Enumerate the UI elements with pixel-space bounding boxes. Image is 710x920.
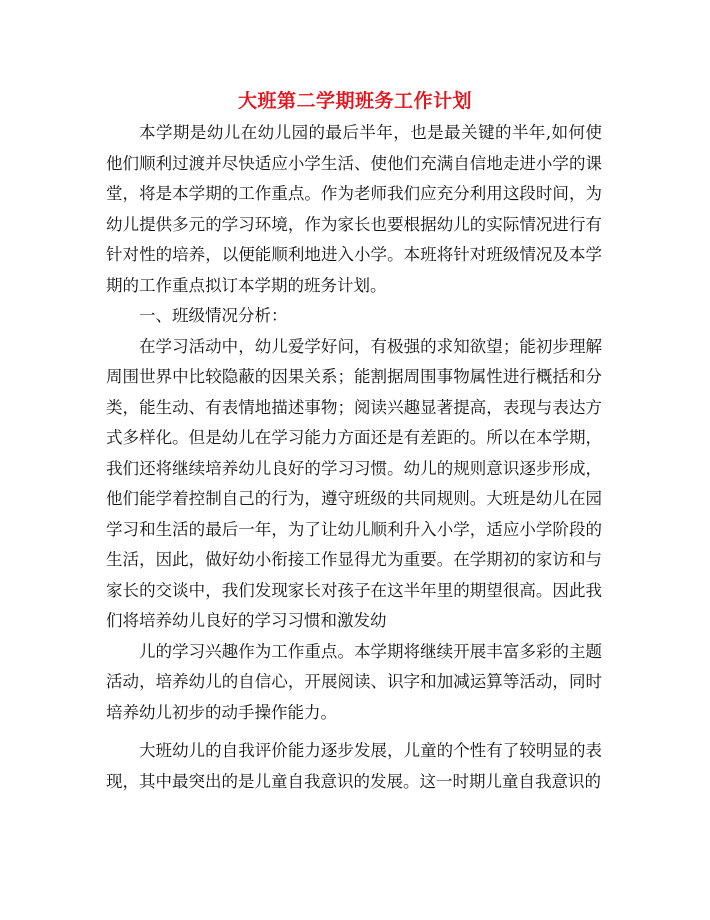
paragraph-learning-interest: 儿的学习兴趣作为工作重点。本学期将继续开展丰富多彩的主题活动，培养幼儿的自信心，开展阅读、识字和加减运算等活动，同时培养幼儿初步的动手操作能力。 [106, 641, 602, 722]
paragraph-self-evaluation: 大班幼儿的自我评价能力逐步发展，儿童的个性有了较明显的表现，其中最突出的是儿童自我意识的发展。这一时期儿童自我意识的 [106, 741, 602, 791]
document-body [106, 118, 602, 797]
paragraph-learning-activities: 在学习活动中，幼儿爱学好问，有极强的求知欲望；能初步理解周围世界中比较隐蔽的因果关系；能割据周围事物属性进行概括和分类，能生动、有表情地描述事物；阅读兴趣显著提高，表现与表达方式多样化。但是幼儿在学习能力方面还是有差距的。所以在本学期，我们还将继续培养幼儿良好的学习习惯。幼儿的规则意识逐步形成，他们能学着控制自己的行为，遵守班级的共同规则。大班是幼儿在园学习和生活的最后一年，为了让幼儿顺利升入小学，适应小学阶段的生活，因此，做好幼小衔接工作显得尤为重要。在学期初的家访和与家长的交谈中，我们发现家长对孩子在这半年里的期望很高。因此我们将培养幼儿良好的学习习惯和激发幼 [106, 336, 602, 630]
section-heading-class-analysis: 一、班级情况分析： [139, 306, 288, 325]
document-title: 大班第二学期班务工作计划 [237, 90, 472, 112]
paragraph-intro: 本学期是幼儿在幼儿园的最后半年，也是最关键的半年,如何使他们顺利过渡并尽快适应小学生活、使他们充满自信地走进小学的课堂，将是本学期的工作重点。作为老师我们应充分利用这段时间，为幼儿提供多元的学习环境，作为家长也要根据幼儿的实际情况进行有针对性的培养，以便能顺利地进入小学。本班将针对班级情况及本学期的工作重点拟订本学期的班务计划。 [106, 123, 602, 295]
